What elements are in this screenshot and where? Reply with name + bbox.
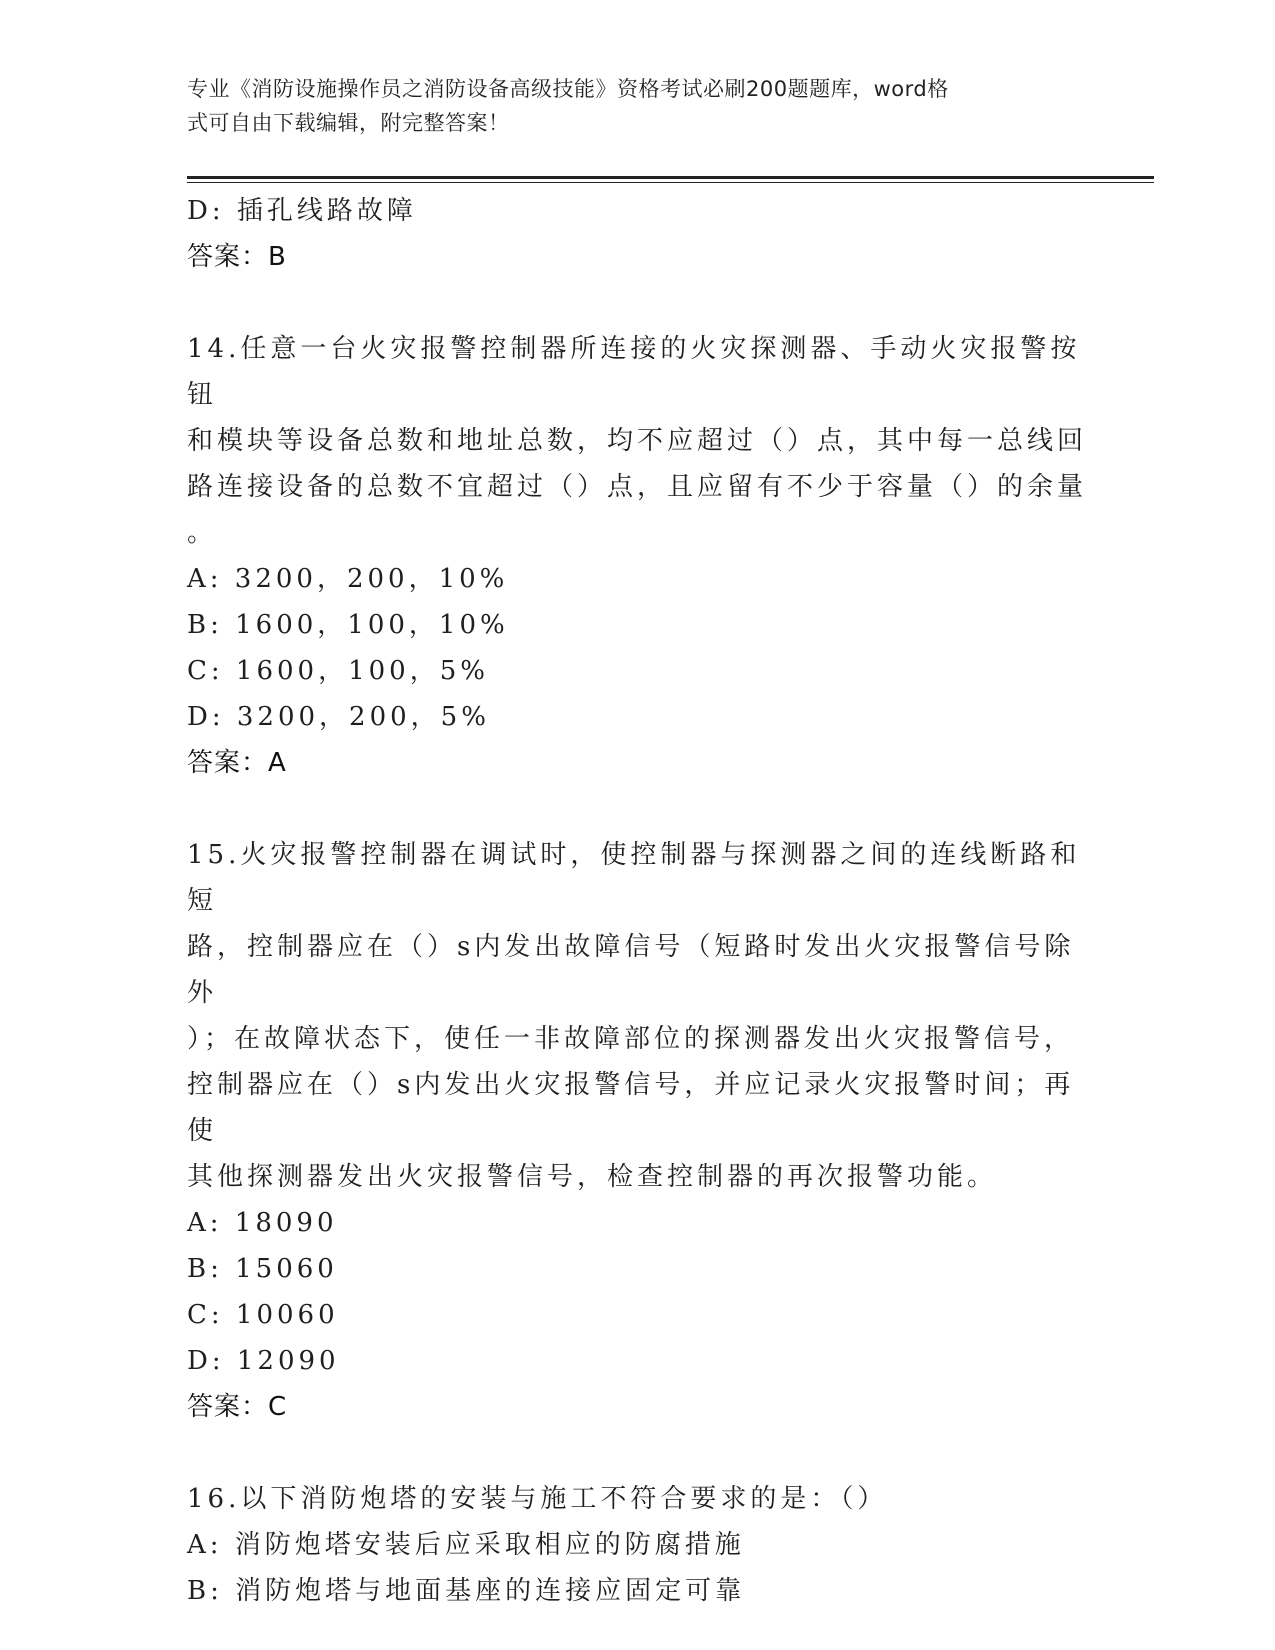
option-d: D: 12090 (187, 1346, 340, 1376)
option-a: A: 3200，200，10% (187, 564, 509, 594)
previous-question-tail (187, 188, 1087, 280)
option-c: C: 10060 (187, 1300, 339, 1330)
question-text-line: 路，控制器应在（）s内发出故障信号（短路时发出火灾报警信号除外 (187, 932, 1075, 1008)
answer: 答案：B (187, 242, 287, 272)
question-text-line: 和模块等设备总数和地址总数，均不应超过（）点，其中每一总线回 (187, 426, 1088, 456)
header-line-2: 式可自由下载编辑，附完整答案！ (187, 111, 510, 135)
spacer (187, 1430, 1087, 1476)
option-d: D: 插孔线路故障 (187, 196, 417, 226)
header-line-1: 专业《消防设施操作员之消防设备高级技能》资格考试必刷200题题库，word格 (187, 77, 949, 101)
question-14 (187, 326, 1087, 786)
header-divider-thick (187, 176, 1154, 179)
option-a: A: 消防炮塔安装后应采取相应的防腐措施 (187, 1530, 745, 1560)
answer: 答案：C (187, 1392, 288, 1422)
question-15 (187, 832, 1087, 1430)
question-text-line: 其他探测器发出火灾报警信号，检查控制器的再次报警功能。 (187, 1162, 998, 1192)
option-a: A: 18090 (187, 1208, 338, 1238)
question-text-line: 15.火灾报警控制器在调试时，使控制器与探测器之间的连线断路和短 (187, 840, 1081, 916)
document-body (187, 188, 1087, 1614)
option-b: B: 15060 (187, 1254, 338, 1284)
document-header (187, 72, 1067, 140)
option-c: C: 1600，100，5% (187, 656, 489, 686)
option-b: B: 消防炮塔与地面基座的连接应固定可靠 (187, 1576, 746, 1606)
spacer (187, 280, 1087, 326)
question-text-line: 路连接设备的总数不宜超过（）点，且应留有不少于容量（）的余量 (187, 472, 1088, 502)
option-d: D: 3200，200，5% (187, 702, 490, 732)
question-text-line: 。 (187, 518, 218, 548)
question-text-line: 16.以下消防炮塔的安装与施工不符合要求的是：（） (187, 1484, 888, 1514)
spacer (187, 786, 1087, 832)
header-divider-thin (187, 182, 1154, 183)
answer: 答案：A (187, 748, 287, 778)
option-b: B: 1600，100，10% (187, 610, 509, 640)
question-text-line: 14.任意一台火灾报警控制器所连接的火灾探测器、手动火灾报警按钮 (187, 334, 1081, 410)
question-text-line: 控制器应在（）s内发出火灾报警信号，并应记录火灾报警时间；再使 (187, 1070, 1075, 1146)
question-text-line: ）；在故障状态下，使任一非故障部位的探测器发出火灾报警信号， (187, 1024, 1075, 1054)
question-16 (187, 1476, 1087, 1614)
